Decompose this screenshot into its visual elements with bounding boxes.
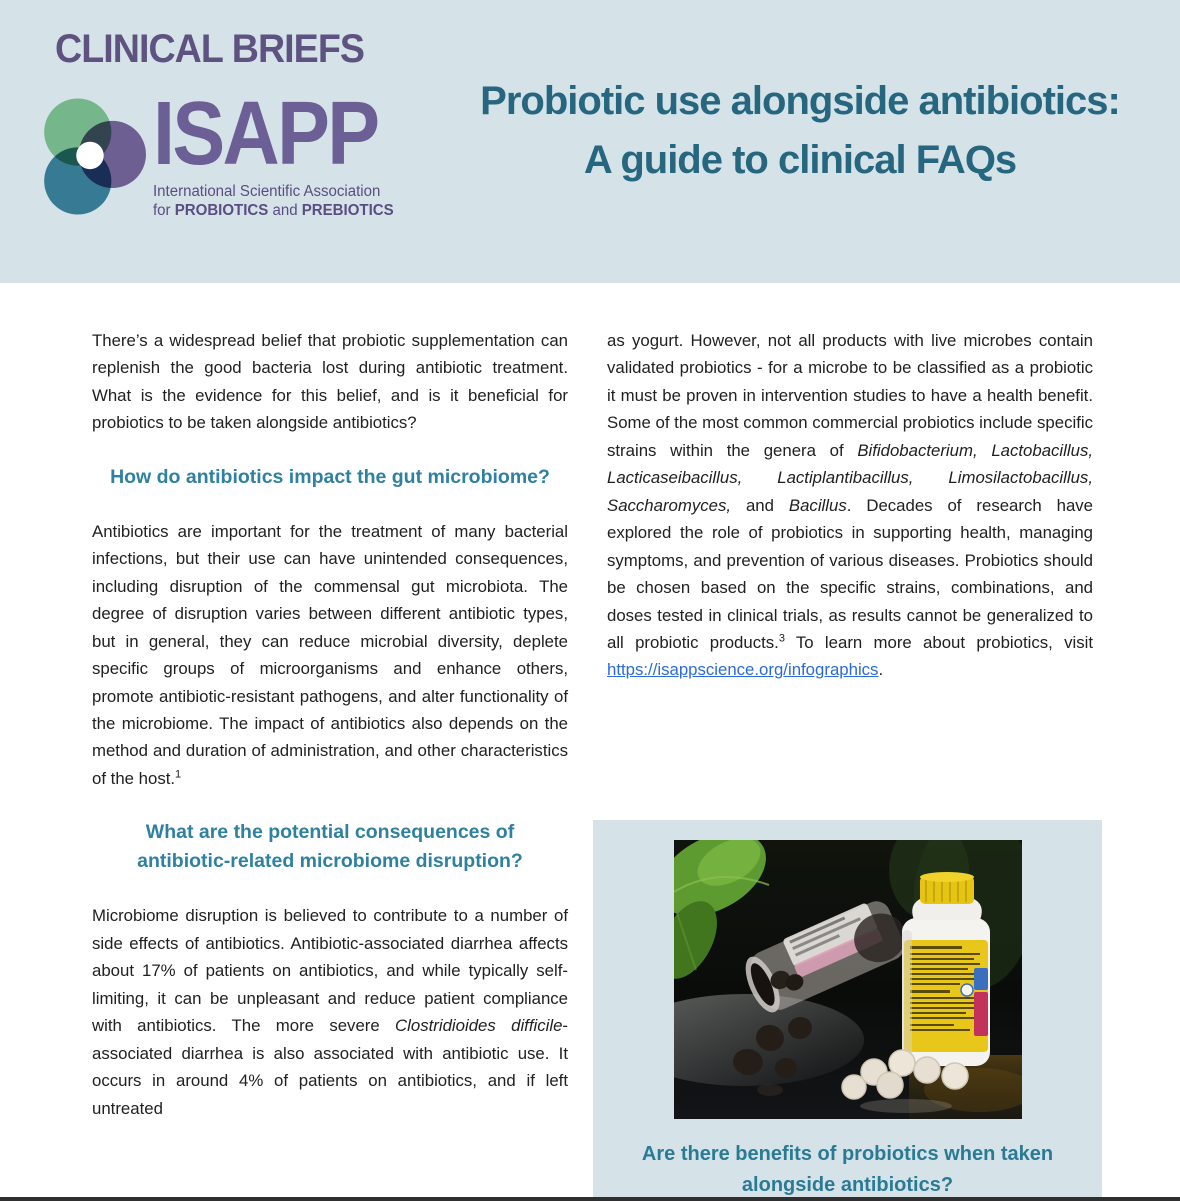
- text-segment: PREBIOTICS: [301, 202, 394, 219]
- text-segment: as yogurt. However, not all products with live microbes contain validated probiotics - for a microbe to be classified as a probiotic it must be proven in intervention studies to have a health benefit. Some of the most common commercial probiotics include specific strains within the genera of: [607, 331, 1093, 460]
- probiotic-products-paragraph: [607, 327, 1093, 684]
- isapp-tagline: [153, 182, 400, 220]
- text-segment: -associated diarrhea is also associated with antibiotic use. It occurs in around 4% of patients on antibiotics, and if left untreated: [92, 1016, 569, 1118]
- text-segment: . Decades of research have explored the role of probiotics in supporting health, managing symptoms, and prevention of various diseases. Probiotics should be chosen based on the specific strains, combinations, and doses tested in clinical trials, as results cannot be generalized to all probiotic products.: [607, 495, 1094, 652]
- text-segment: Bacillus: [788, 495, 847, 515]
- page-bottom-divider: [0, 1197, 1180, 1201]
- question-heading-benefits: Are there benefits of probiotics when taken alongside antibiotics?: [641, 1143, 1054, 1196]
- text-segment: and: [268, 202, 302, 219]
- text-segment: 1: [175, 768, 182, 781]
- isapp-logo-text: [153, 84, 408, 220]
- isapp-logo: [35, 84, 408, 225]
- text-segment: 3: [778, 632, 785, 645]
- microbiome-disruption-paragraph: [92, 902, 568, 1122]
- document-title-line2: A guide to clinical FAQs: [583, 138, 1017, 182]
- question-heading-gut-microbiome: How do antibiotics impact the gut microbiome?: [110, 465, 550, 488]
- text-segment: Clostridioides difficile: [395, 1016, 563, 1036]
- document-title-line1: Probiotic use alongside antibiotics:: [480, 79, 1120, 123]
- kicker-title: CLINICAL BRIEFS: [55, 27, 364, 71]
- text-segment: .: [878, 660, 884, 680]
- figure-box: [593, 820, 1102, 1197]
- text-segment: and: [731, 495, 789, 515]
- document-title: [430, 72, 1170, 190]
- text-segment: Microbiome disruption is believed to contribute to a number of side effects of antibiotics. Antibiotic-associated diarrhea affects about 17% of patients on antibiotics, and while typically self-limiting, it can be unpleasant and reduce patient compliance with antibiotics. The more severe: [92, 906, 568, 1036]
- isapp-tagline-line1: International Scientific Association: [153, 183, 381, 200]
- right-column: [607, 327, 1093, 710]
- isapp-wordmark: ISAPP: [153, 84, 378, 184]
- text-segment: PROBIOTICS: [174, 202, 269, 219]
- intro-paragraph: There’s a widespread belief that probiotic supplementation can replenish the good bacteria lost during antibiotic treatment. What is the evidence for this belief, and is it beneficial for probiotics to be taken alongside antibiotics?: [92, 331, 568, 433]
- supplement-bottles-photo: [674, 840, 1022, 1119]
- question-heading-consequences: What are the potential consequences of antibiotic-related microbiome disruption?: [137, 821, 523, 873]
- isapp-venn-logo-icon: [35, 90, 147, 225]
- text-segment: To learn more about probiotics, visit: [784, 632, 1093, 652]
- masthead: [0, 0, 1180, 283]
- infographics-link[interactable]: https://isappscience.org/infographics: [607, 660, 879, 680]
- antibiotics-impact-paragraph: [92, 518, 568, 793]
- left-column: [92, 327, 568, 1148]
- text-segment: for: [153, 202, 175, 219]
- text-segment: Antibiotics are important for the treatment of many bacterial infections, but their use can have unintended consequences, including disruption of the commensal gut microbiota. The degree of disruption varies between different antibiotic types, but in general, they can reduce microbial diversity, deplete specific groups of microorganisms and enhance others, promote antibiotic-resistant pathogens, and alter functionality of the microbiome. The impact of antibiotics also depends on the method and duration of administration, and other characteristics of the host.: [92, 521, 568, 788]
- text-segment: Bifidobacterium, Lactobacillus, Lacticaseibacillus, Lactiplantibacillus, Limosilactobacillus, Saccharomyces,: [607, 440, 1093, 515]
- isapp-tagline-line2: [153, 201, 400, 220]
